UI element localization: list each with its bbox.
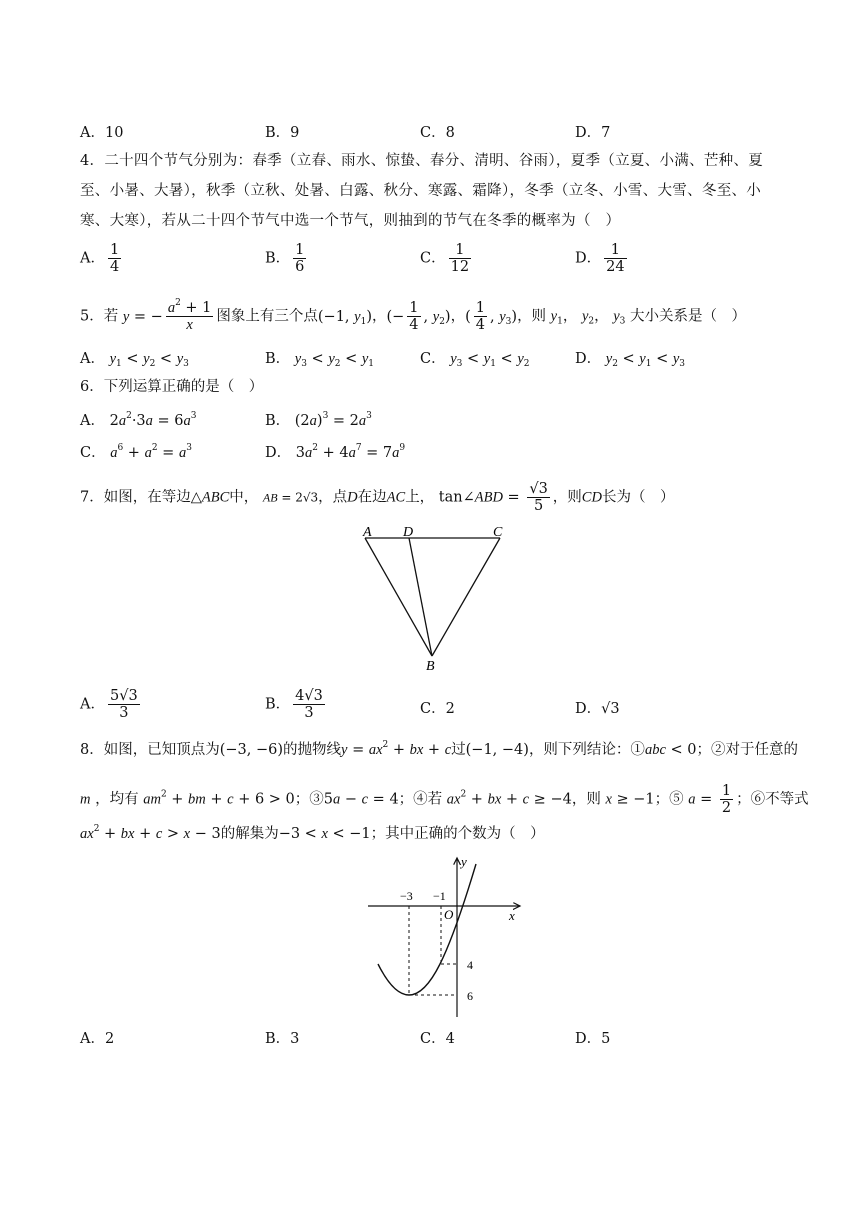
q4-stem-line-2: 至、小暑、大暑），秋季（立秋、处暑、白露、秋分、寒露、霜降），冬季（立冬、小雪、大雪、冬至、小	[80, 183, 762, 199]
option-label: A．	[80, 125, 105, 141]
q4-option-c[interactable]	[420, 242, 474, 275]
option-label: A．	[80, 1031, 105, 1047]
q3-option-c[interactable]	[420, 121, 455, 142]
point-3: ( $\frac{1}{4}$ , $y_3$)	[465, 300, 518, 333]
fraction: $\frac{1}{12}$	[450, 242, 470, 275]
option-text: 8	[445, 125, 455, 141]
option-label: D．	[265, 445, 292, 461]
q4-stem-line-3: 寒、大寒），若从二十四个节气中选一个节气，则抽到的节气在冬季的概率为（ ）	[80, 213, 621, 229]
option-text: 7	[601, 125, 611, 141]
q8-stem-line-1: 8．如图，已知顶点为(−3, −6)的抛物线$y = ax^2$ + bx + c过(−1, −4)，则下列结论：①abc < 0；②对于任意的	[80, 740, 798, 758]
vertex-label-b: B	[426, 659, 435, 674]
option-label: C．	[420, 125, 446, 141]
q3-option-d[interactable]	[575, 121, 610, 142]
q5-option-c[interactable]: C． $y_3 < y_1 < y_2$	[420, 351, 530, 369]
tick-label: −3	[400, 889, 413, 903]
option-label: B．	[265, 351, 291, 367]
tick-label: 6	[467, 989, 473, 1003]
option-text: 2	[445, 701, 455, 717]
vertex-label-d: D	[403, 525, 414, 540]
q4-option-b[interactable]	[265, 242, 309, 275]
option-text: 4	[445, 1031, 455, 1047]
q6-stem: 6．下列运算正确的是（ ）	[80, 379, 264, 395]
q5-option-d[interactable]: D． $y_2 < y_1 < y_3$	[575, 351, 686, 369]
y-axis-label: y	[461, 854, 467, 869]
x-axis-label: x	[509, 908, 515, 923]
q7-option-b[interactable]	[265, 688, 328, 721]
q8-parabola-figure	[360, 852, 530, 1020]
fraction: $\frac{1}{4}$	[109, 242, 120, 275]
q6-option-b[interactable]: B． $(2a)^3 = 2a^3$	[265, 411, 372, 429]
point-1: (−1, $y_1$)	[317, 308, 372, 327]
option-label: D．	[575, 125, 602, 141]
option-label: C．	[420, 250, 446, 267]
option-text: 10	[104, 125, 124, 141]
vertex-label-a: A	[363, 525, 372, 540]
q7-triangle-figure	[355, 520, 515, 675]
option-label: B．	[265, 125, 291, 141]
q7-stem: 7．如图，在等边△ABC中， AB = 2√3，点D在边AC上， tan∠ABD = $\frac{√3}{5}$ ，则CD长为（ ）	[80, 481, 675, 514]
parabola-curve	[378, 864, 476, 995]
q7-option-c[interactable]	[420, 697, 455, 718]
fraction: $\frac{1}{24}$	[606, 242, 625, 275]
tick-label: 4	[467, 958, 473, 972]
option-text: 2	[104, 1031, 115, 1047]
option-label: C．	[80, 445, 106, 461]
vertex-label-c: C	[493, 525, 503, 540]
option-label: B．	[265, 696, 291, 713]
q8-stem-line-3: $ax^2$ + bx + c > x − 3的解集为−3 < x < −1；其中正确的个数为（ ）	[80, 824, 545, 842]
option-label: A．	[80, 351, 105, 367]
option-label: C．	[420, 1031, 446, 1047]
q5-option-a[interactable]: A． $y_1 < y_2 < y_3$	[80, 351, 189, 369]
point-2: (− $\frac{1}{4}$ , $y_2$)	[386, 300, 451, 333]
q5-stem: 5．若 y = − $\frac{a^2 + 1}{x}$ 图象上有三个点(−1, $y_1$)，(− $\frac{1}{4}$ , $y_2$)，( $\frac{1}{4}$ , $y_3$)，则 $y_1$， $y_2$， $y_3$ 大小关系是（ ）	[80, 298, 747, 333]
option-text: √3	[601, 701, 620, 717]
q7-option-a[interactable]	[80, 688, 143, 721]
option-label: C．	[420, 351, 446, 367]
q6-option-d[interactable]: D． $3a^2 + 4a^7 = 7a^9$	[265, 443, 406, 461]
option-text: 3	[290, 1031, 300, 1047]
option-label: B．	[265, 1031, 291, 1047]
fraction: $\frac{4√3}{3}$	[295, 688, 323, 721]
q7-option-d[interactable]	[575, 697, 620, 718]
q5-option-b[interactable]: B． $y_3 < y_2 < y_1$	[265, 351, 375, 369]
origin-label: O	[444, 907, 454, 922]
q8-option-a[interactable]	[80, 1027, 114, 1048]
fraction: $\frac{1}{6}$	[295, 242, 305, 275]
q6-option-c[interactable]: C． $a^6 + a^2 = a^3$	[80, 443, 192, 461]
q8-option-c[interactable]	[420, 1027, 455, 1048]
option-text: 9	[290, 125, 300, 141]
tick-label: −1	[433, 889, 446, 903]
fraction: $\frac{5√3}{3}$	[109, 688, 138, 721]
option-label: D．	[575, 250, 602, 267]
q6-option-a[interactable]: A． $2a^2\cdot 3a = 6a^3$	[80, 411, 197, 429]
q3-option-b[interactable]	[265, 121, 299, 142]
q8-option-b[interactable]	[265, 1027, 299, 1048]
option-label: D．	[575, 351, 602, 367]
q4-option-a[interactable]	[80, 242, 124, 275]
option-label: D．	[575, 1031, 602, 1047]
q3-option-a[interactable]	[80, 121, 123, 142]
q8-stem-line-2: m ，均有 $am^2$ + bm + c + 6 > 0；③5a − c = 4；④若 $ax^2$ + bx + c ≥ −4，则 x ≥ −1；⑤ a = $\frac{1}{2}$ ；⑥不等式	[80, 783, 809, 816]
option-label: B．	[265, 413, 291, 429]
option-label: D．	[575, 701, 602, 717]
q5-function: y = − $\frac{a^2 + 1}{x}$	[122, 298, 212, 333]
option-text: 5	[601, 1031, 611, 1047]
q4-stem-line-1: 4．二十四个节气分别为：春季（立春、雨水、惊蛰、春分、清明、谷雨），夏季（立夏、小满、芒种、夏	[80, 153, 764, 169]
option-label: C．	[420, 701, 446, 717]
option-label: A．	[80, 696, 105, 713]
option-label: A．	[80, 250, 105, 267]
q4-option-d[interactable]	[575, 242, 630, 275]
option-label: A．	[80, 413, 105, 429]
option-label: B．	[265, 250, 291, 267]
q8-option-d[interactable]	[575, 1027, 610, 1048]
